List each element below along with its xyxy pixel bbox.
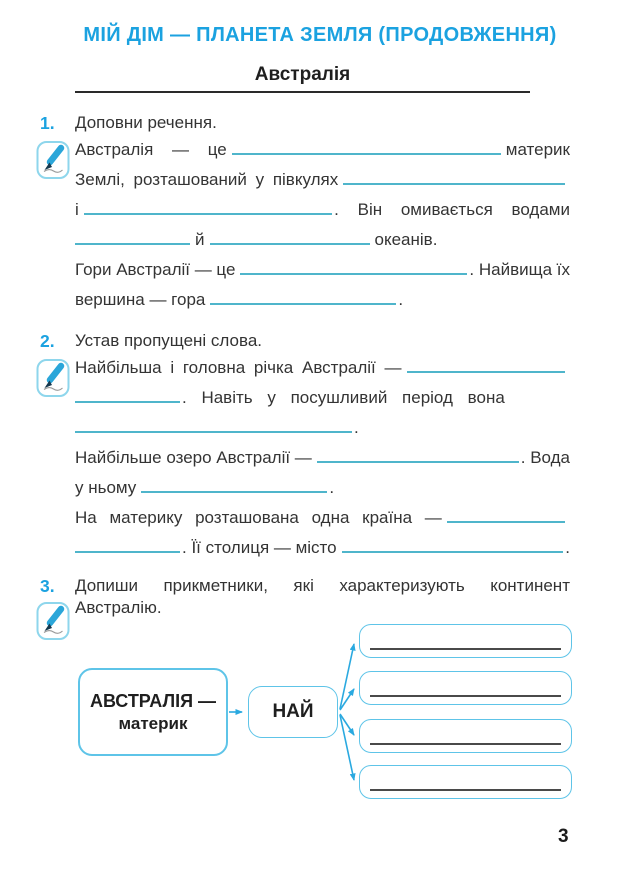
fill-line bbox=[75, 448, 570, 478]
text-segment: . bbox=[398, 290, 404, 309]
adjective-answer-box[interactable] bbox=[359, 765, 572, 799]
fill-line bbox=[75, 388, 570, 418]
naj-prefix-box bbox=[248, 686, 338, 738]
text-segment: АВСТРАЛІЯ — bbox=[89, 691, 217, 712]
page-number: 3 bbox=[558, 826, 569, 847]
text-segment: . Її столиця — місто bbox=[182, 538, 337, 557]
answer-blank[interactable] bbox=[84, 213, 332, 215]
text-segment: у ньому bbox=[75, 478, 137, 497]
exercise-2-number: 2. bbox=[40, 331, 55, 351]
text-segment: . Навіть у посушливий період вона bbox=[182, 388, 505, 407]
exercise-3-number: 3. bbox=[40, 576, 55, 596]
answer-blank[interactable] bbox=[75, 431, 352, 433]
text-segment: Австралію. bbox=[75, 598, 162, 617]
adjective-answer-box[interactable] bbox=[359, 671, 572, 705]
pen-writing-icon bbox=[36, 358, 70, 398]
fill-line bbox=[75, 538, 570, 568]
exercise-1-number: 1. bbox=[40, 113, 55, 133]
exercise-2-prompt: Устав пропущені слова. bbox=[75, 331, 263, 350]
answer-blank[interactable] bbox=[232, 153, 501, 155]
fill-line bbox=[75, 230, 570, 260]
text-segment: Гори Австралії — це bbox=[75, 260, 236, 279]
australia-continent-box bbox=[78, 668, 228, 756]
answer-blank[interactable] bbox=[342, 551, 564, 553]
answer-blank[interactable] bbox=[75, 243, 190, 245]
exercise-1-prompt: Доповни речення. bbox=[75, 113, 217, 132]
fill-line bbox=[75, 358, 570, 388]
answer-blank[interactable] bbox=[317, 461, 519, 463]
text-segment: й bbox=[195, 230, 205, 249]
answer-blank[interactable] bbox=[75, 401, 180, 403]
fill-line bbox=[75, 200, 570, 230]
exercise-1 bbox=[40, 112, 570, 320]
text-segment: . Він омивається водами bbox=[334, 200, 570, 219]
text-segment: Землі, розташований у півкулях bbox=[75, 170, 339, 189]
exercise-2 bbox=[40, 330, 570, 568]
text-segment: Найбільша і головна річка Австралії — bbox=[75, 358, 402, 377]
answer-blank[interactable] bbox=[447, 521, 565, 523]
fill-line bbox=[75, 260, 570, 290]
answer-blank[interactable] bbox=[210, 243, 370, 245]
text-segment: Допиши прикметники, які характеризують континент bbox=[75, 576, 570, 595]
fill-line bbox=[75, 170, 570, 200]
text-segment: і bbox=[75, 200, 79, 219]
adjective-answer-box[interactable] bbox=[359, 719, 572, 753]
text-segment: Найбільше озеро Австралії — bbox=[75, 448, 312, 467]
text-segment: НАЙ bbox=[272, 701, 314, 722]
text-segment: материк bbox=[505, 140, 570, 159]
section-subtitle: Австралія bbox=[254, 64, 351, 85]
text-segment: На материку розташована одна країна — bbox=[75, 508, 442, 527]
fill-line bbox=[75, 478, 570, 508]
pen-writing-icon bbox=[36, 140, 70, 180]
text-segment: . Вода bbox=[520, 448, 570, 467]
text-segment: . bbox=[354, 418, 359, 437]
text-segment: . Найвища їх bbox=[469, 260, 570, 279]
answer-line[interactable] bbox=[370, 695, 561, 697]
text-segment: . bbox=[565, 538, 570, 557]
fill-line bbox=[75, 508, 570, 538]
fill-line bbox=[75, 418, 570, 448]
adjective-answer-box[interactable] bbox=[359, 624, 572, 658]
answer-line[interactable] bbox=[370, 743, 561, 745]
answer-blank[interactable] bbox=[210, 303, 396, 305]
text-segment: вершина — гора bbox=[75, 290, 206, 309]
adjectives-diagram bbox=[0, 618, 640, 838]
page-title: МІЙ ДІМ — ПЛАНЕТА ЗЕМЛЯ (ПРОДОВЖЕННЯ) bbox=[83, 24, 557, 46]
fill-line bbox=[75, 140, 570, 170]
answer-blank[interactable] bbox=[75, 551, 180, 553]
answer-blank[interactable] bbox=[407, 371, 566, 373]
exercise-3-prompt bbox=[75, 575, 570, 619]
text-segment: Австралія — це bbox=[75, 140, 227, 159]
text-segment: материк bbox=[118, 713, 188, 733]
text-segment: океанів. bbox=[374, 230, 438, 249]
exercise-3 bbox=[40, 575, 570, 619]
answer-line[interactable] bbox=[370, 648, 561, 650]
answer-blank[interactable] bbox=[343, 183, 565, 185]
section-subtitle-underline bbox=[75, 64, 530, 93]
answer-blank[interactable] bbox=[240, 273, 467, 275]
text-segment: . bbox=[329, 478, 335, 497]
answer-line[interactable] bbox=[370, 789, 561, 791]
fill-line bbox=[75, 290, 570, 320]
answer-blank[interactable] bbox=[141, 491, 327, 493]
